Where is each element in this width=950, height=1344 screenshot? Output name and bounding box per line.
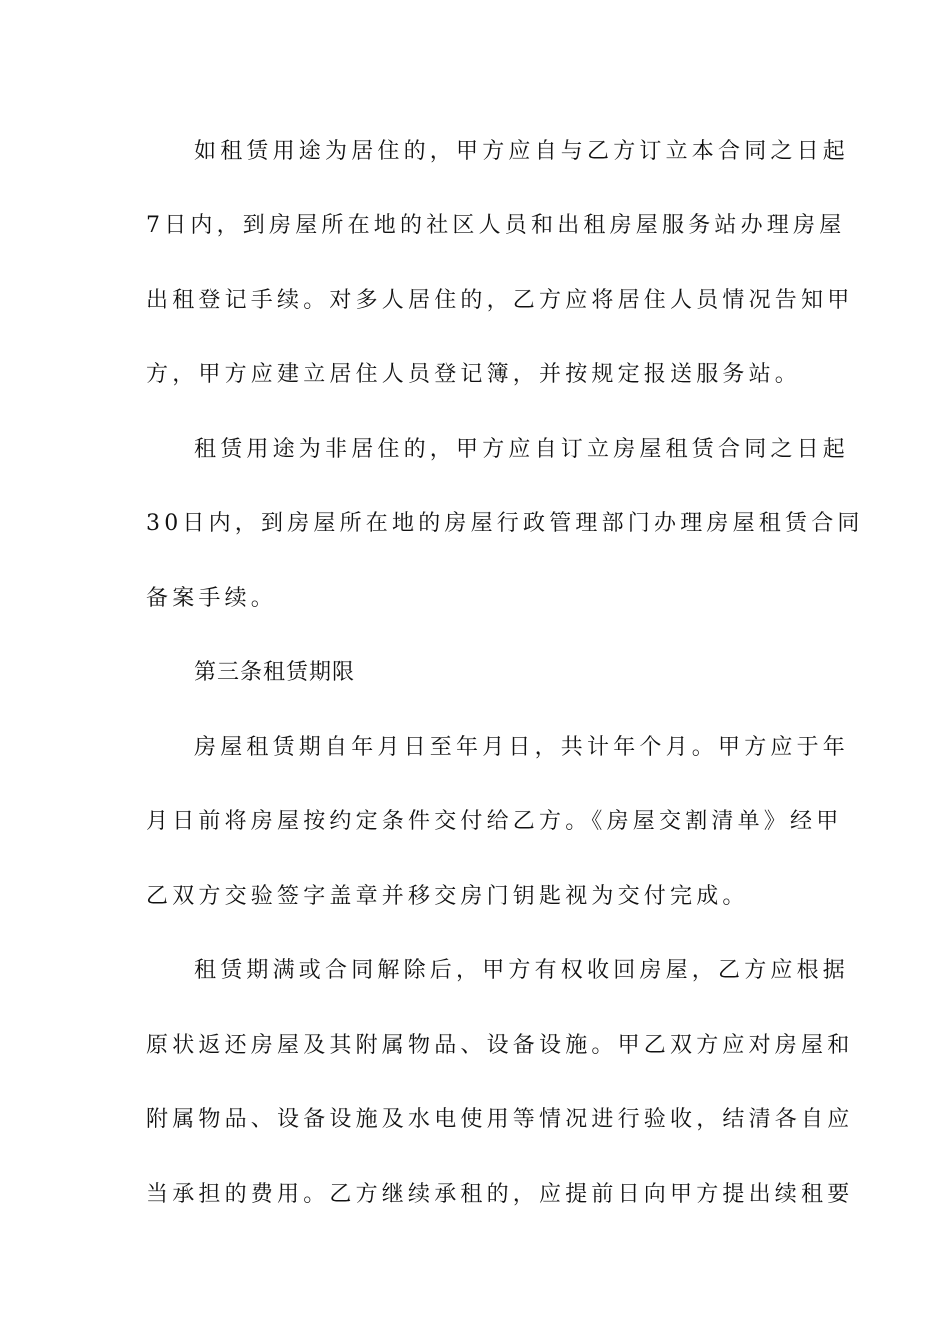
paragraph-line: 原状返还房屋及其附属物品、设备设施。甲乙双方应对房屋和 [146,1033,854,1058]
paragraph-line: 30日内，到房屋所在地的房屋行政管理部门办理房屋租赁合同 [146,511,864,536]
paragraph-line: 备案手续。 [146,586,278,611]
paragraph-line: 租赁用途为非居住的，甲方应自订立房屋租赁合同之日起 [194,437,850,462]
paragraph-line: 附属物品、设备设施及水电使用等情况进行验收，结清各自应 [146,1107,854,1132]
section-heading: 第三条租赁期限 [194,660,356,685]
paragraph-line: 方，甲方应建立居住人员登记簿，并按规定报送服务站。 [146,362,802,387]
paragraph-line: 房屋租赁期自年月日至年月日，共计年个月。甲方应于年 [194,735,850,760]
paragraph-line: 如租赁用途为居住的，甲方应自与乙方订立本合同之日起 [194,139,850,164]
paragraph-line: 当承担的费用。乙方继续承租的，应提前日向甲方提出续租要 [146,1182,854,1207]
paragraph-line: 租赁期满或合同解除后，甲方有权收回房屋，乙方应根据 [194,958,850,983]
paragraph-line: 月日前将房屋按约定条件交付给乙方。《房屋交割清单》经甲 [146,809,843,834]
paragraph-line: 7日内，到房屋所在地的社区人员和出租房屋服务站办理房屋 [146,213,846,238]
paragraph-line: 出租登记手续。对多人居住的，乙方应将居住人员情况告知甲 [146,288,854,313]
paragraph-line: 乙双方交验签字盖章并移交房门钥匙视为交付完成。 [146,884,749,909]
